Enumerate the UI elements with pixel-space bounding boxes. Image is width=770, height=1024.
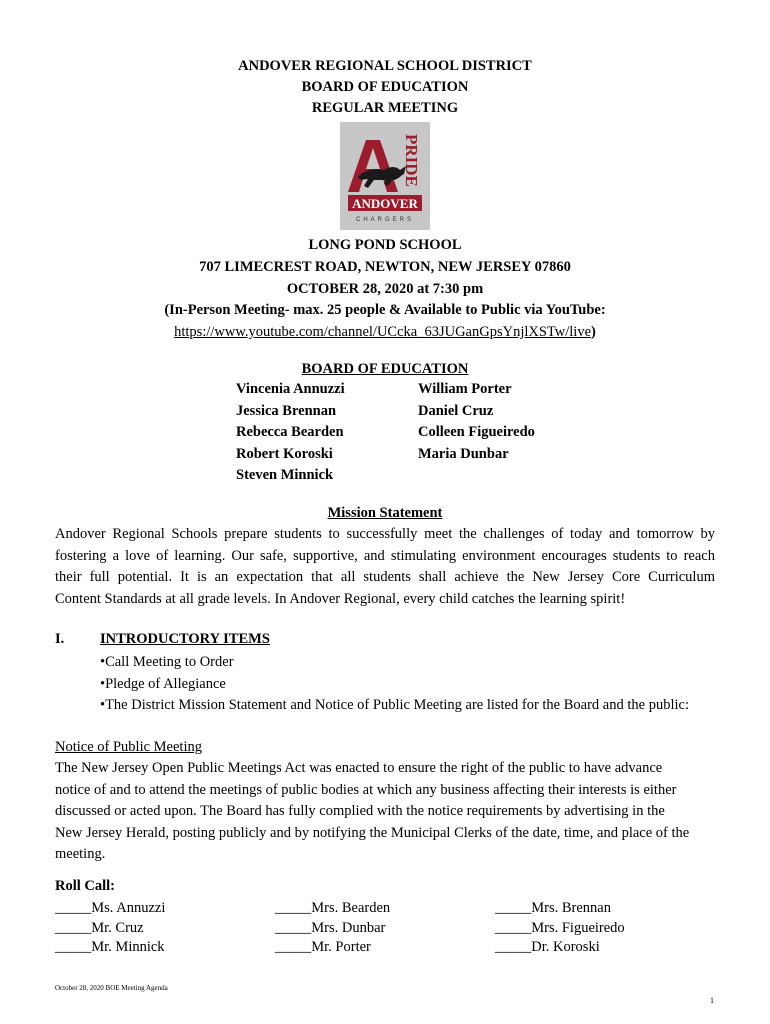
board-member: Daniel Cruz (418, 402, 494, 419)
meeting-datetime: OCTOBER 28, 2020 at 7:30 pm (286, 281, 484, 297)
roll-entry: _____Mr. Porter (275, 939, 371, 955)
agenda-item: •Pledge of Allegiance (100, 676, 226, 692)
board-title: BOARD OF EDUCATION (301, 361, 469, 377)
notice-title: Notice of Public Meeting (55, 739, 202, 755)
logo-chargers-text: CHARGERS (355, 217, 415, 223)
youtube-link-close: ) (591, 324, 596, 340)
logo-pride-text: PRIDE (402, 134, 421, 187)
youtube-link-line (0, 322, 770, 343)
agenda-item: •Call Meeting to Order (100, 654, 234, 670)
agenda-item: •The District Mission Statement and Notice of Public Meeting are listed for the Board and the public: (100, 697, 689, 713)
roll-entry: _____Mrs. Figueiredo (495, 919, 625, 936)
board-list-right (418, 379, 535, 465)
mission-line: fostering a love of learning. Our safe, supportive, and stimulating environment encourages students to reach (55, 547, 715, 564)
school-address: 707 LIMECREST ROAD, NEWTON, NEW JERSEY 07860 (199, 259, 571, 275)
section-title: INTRODUCTORY ITEMS (100, 631, 270, 647)
roll-entry: _____Mr. Cruz (55, 919, 144, 936)
roll-entry: _____Mr. Minnick (55, 939, 165, 955)
board-member: Maria Dunbar (418, 445, 509, 462)
notice-line: notice of and to attend the meetings of public bodies at which any business affecting their interests is either (55, 781, 677, 798)
roll-call-col-3 (495, 899, 625, 958)
notice-line: discussed or acted upon. The Board has fully complied with the notice requirements by advertising in the (55, 803, 665, 819)
district-name: ANDOVER REGIONAL SCHOOL DISTRICT (238, 58, 532, 74)
board-member: Robert Koroski (236, 445, 333, 462)
andover-chargers-logo (340, 122, 430, 230)
school-name: LONG POND SCHOOL (308, 237, 462, 253)
mission-line: Andover Regional Schools prepare students to successfully meet the challenges of today and tomorrow by (55, 526, 715, 542)
roll-entry: _____Ms. Annuzzi (55, 900, 166, 916)
roll-entry: _____Dr. Koroski (495, 939, 600, 955)
footer-text: October 28, 2020 BOE Meeting Agenda (55, 984, 168, 992)
youtube-link[interactable]: https://www.youtube.com/channel/UCcka_63JUGanGpsYnjlXSTw/live (174, 324, 592, 340)
board-name: BOARD OF EDUCATION (301, 79, 469, 95)
board-member: Colleen Figueiredo (418, 424, 535, 440)
roll-entry: _____Mrs. Dunbar (275, 919, 386, 936)
notice-line: The New Jersey Open Public Meetings Act was enacted to ensure the right of the public to have advance (55, 760, 663, 776)
mission-line: Content Standards at all grade levels. In Andover Regional, every child catches the learning spirit! (55, 590, 626, 607)
notice-text (55, 758, 715, 866)
meeting-type: REGULAR MEETING (311, 100, 459, 116)
board-member: William Porter (418, 381, 512, 397)
board-list-left (236, 379, 345, 487)
notice-line: New Jersey Herald, posting publicly and by notifying the Municipal Clerks of the date, time, and place of the (55, 824, 690, 841)
notice-line: meeting. (55, 846, 106, 862)
page-number: 1 (710, 996, 714, 1005)
mission-title: Mission Statement (327, 505, 443, 521)
board-member: Jessica Brennan (236, 402, 337, 419)
section-numeral: I. (55, 631, 65, 647)
board-member: Vincenia Annuzzi (236, 381, 345, 397)
roll-entry: _____Mrs. Brennan (495, 900, 611, 916)
roll-call-col-1 (55, 899, 165, 958)
roll-call-col-2 (275, 899, 390, 958)
meeting-note: (In-Person Meeting- max. 25 people & Available to Public via YouTube: (164, 302, 606, 318)
logo-andover-text: ANDOVER (352, 196, 418, 211)
roll-entry: _____Mrs. Bearden (275, 900, 391, 916)
board-member: Steven Minnick (236, 467, 334, 483)
mission-text (55, 524, 715, 610)
roll-call-title: Roll Call: (55, 878, 116, 894)
board-member: Rebecca Bearden (236, 424, 344, 440)
mission-line: their full potential. It is an expectation that all students shall achieve the New Jersey Core Curriculum (55, 569, 715, 585)
